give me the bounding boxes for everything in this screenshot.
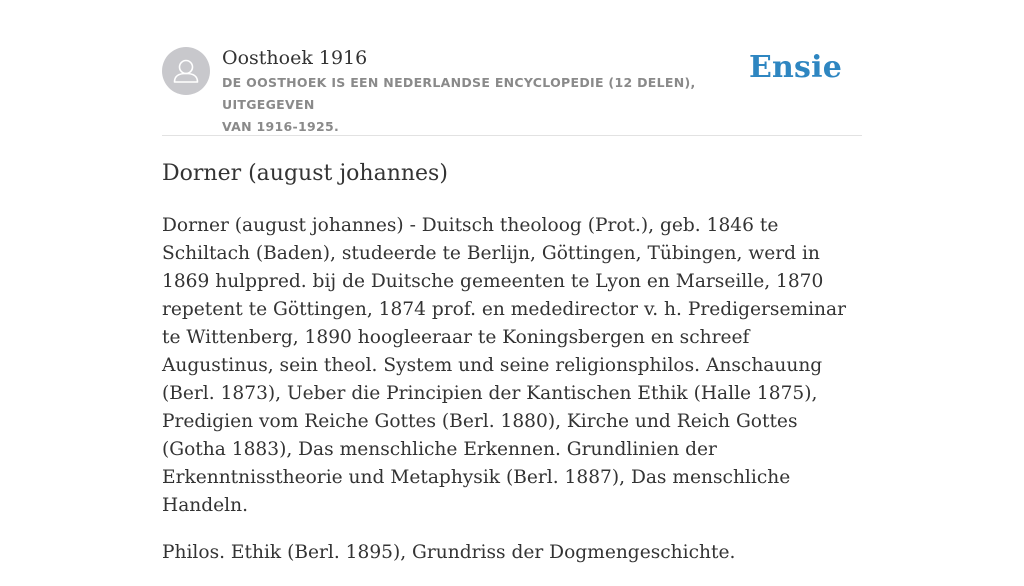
source-header: [162, 46, 862, 134]
ensie-logo[interactable]: Ensie: [748, 50, 842, 85]
source-title[interactable]: Oosthoek 1916: [222, 47, 368, 69]
entry-paragraph: Philos. Ethik (Berl. 1895), Grundriss der Dogmengeschichte.: [162, 542, 736, 563]
source-description: [222, 72, 762, 138]
source-info: [222, 46, 762, 138]
header-divider: [162, 135, 862, 136]
entry-title: Dorner (august johannes): [162, 161, 448, 186]
entry-paragraph: Dorner (august johannes) - Duitsch theoloog (Prot.), geb. 1846 te Schiltach (Baden), studeerde te Berlijn, Göttingen, Tübingen, werd in 1869 hulppred. bij de Duitsche gemeenten te Lyon en Marseille, 1870 repetent te Göttingen, 1874 prof. en mededirector v. h. Predigerseminar te Wittenberg, 1890 hoogleeraar te Koningsbergen en schreef Augustinus, sein theol. System und seine religionsphilos. Anschauung (Berl. 1873), Ueber die Principien der Kantischen Ethik (Halle 1875), Predigien vom Reiche Gottes (Berl. 1880), Kirche und Reich Gottes (Gotha 1883), Das menschliche Erkennen. Grundlinien der Erkenntnisstheorie und Metaphysik (Berl. 1887), Das menschliche Handeln.: [162, 215, 846, 516]
entry-body: [162, 212, 862, 586]
source-description-line: VAN 1916-1925.: [222, 119, 340, 134]
user-icon: [162, 47, 210, 95]
source-description-line: DE OOSTHOEK IS EEN NEDERLANDSE ENCYCLOPEDIE (12 DELEN), UITGEGEVEN: [222, 75, 696, 112]
source-avatar[interactable]: [162, 47, 210, 95]
